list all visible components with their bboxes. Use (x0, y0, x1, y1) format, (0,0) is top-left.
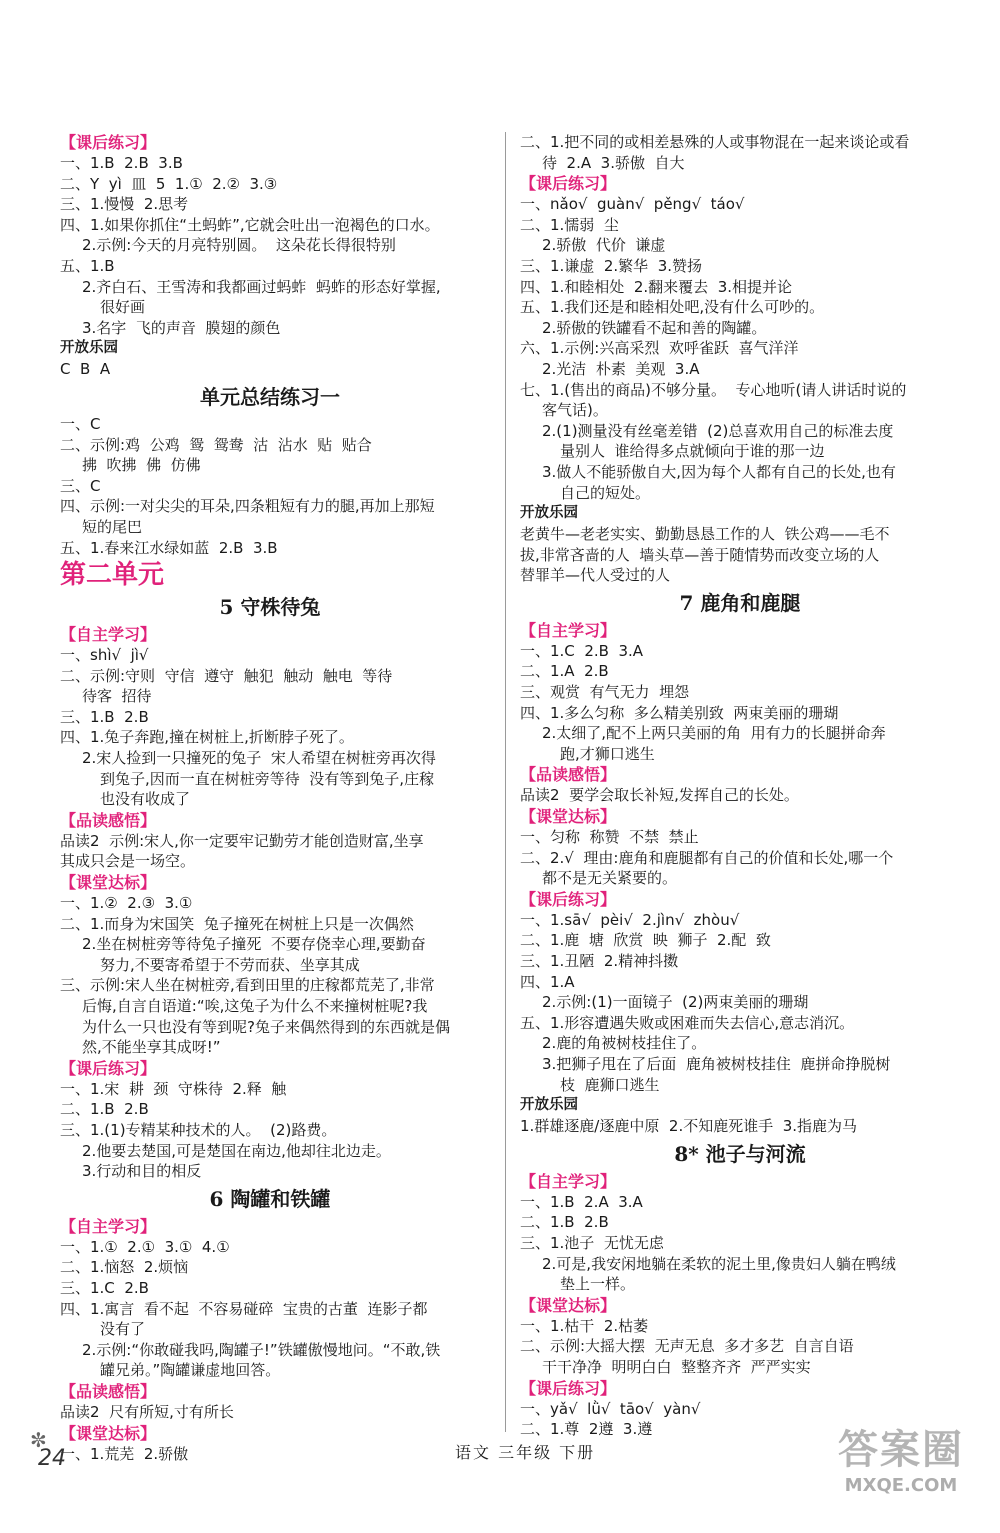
answer-line: 3.行动和目的相反 (82, 1162, 202, 1181)
lesson-title: 7 鹿角和鹿腿 (679, 590, 801, 615)
section-tag: 【课后练习】 (60, 1058, 157, 1078)
answer-line: 二、示例:鸡 公鸡 鸳 鸳鸯 沽 沾水 贴 贴合 (60, 435, 372, 454)
answer-line: 三、1.C 2.B (60, 1278, 149, 1297)
answer-line: 自己的短处。 (560, 483, 651, 502)
section-tag: 【自主学习】 (520, 1171, 617, 1191)
answer-line: 二、示例:大摇大摆 无声无息 多才多艺 自言自语 (520, 1337, 854, 1356)
answer-line: 2.光洁 朴素 美观 3.A (542, 359, 700, 378)
answer-line: 2.示例:(1)一面镜子 (2)两束美丽的珊瑚 (542, 993, 809, 1012)
answer-line: 一、C (60, 414, 101, 433)
answer-line: 五、1.形容遭遇失败或困难而失去信心,意志消沉。 (520, 1013, 855, 1032)
answer-line: 老黄牛—老老实实、勤勤恳恳工作的人 铁公鸡——毛不 (520, 525, 890, 544)
section-tag: 【课后练习】 (60, 133, 157, 152)
lesson-title: 单元总结练习一 (200, 384, 340, 409)
answer-line: 2.骄傲 代价 谦虚 (542, 236, 666, 255)
answer-line: 为什么一只也没有等到呢?兔子来偶然得到的东西就是偶 (82, 1017, 450, 1036)
answer-line: 四、1.兔子奔跑,撞在树桩上,折断脖子死了。 (60, 728, 354, 747)
answer-line: 四、示例:一对尖尖的耳朵,四条粗短有力的腿,再加上那短 (60, 497, 435, 516)
answer-line: 一、1.sā√ pèi√ 2.jìn√ zhòu√ (520, 910, 740, 929)
watermark (826, 1418, 976, 1523)
answer-line: 品读2 要学会取长补短,发挥自己的长处。 (520, 786, 799, 805)
answer-line: 3.名字 飞的声音 膜翅的颜色 (82, 318, 281, 337)
answer-line: 没有了 (100, 1320, 146, 1339)
watermark-url: MXQE.COM (844, 1475, 958, 1496)
answer-line: 四、1.A (520, 972, 575, 991)
answer-line: 替罪羊—代人受过的人 (520, 566, 671, 585)
answer-line: 一、1.B 2.B 3.B (60, 154, 183, 172)
answer-line: 到兔子,因而一直在树桩旁等待 没有等到兔子,庄稼 (100, 769, 435, 788)
answer-line: 一、1.C 2.B 3.A (520, 641, 644, 660)
answer-line: 其成只会是一场空。 (60, 852, 196, 871)
answer-line: 努力,不要寄希望于不劳而获、坐享其成 (100, 955, 360, 974)
section-tag: 【课堂达标】 (520, 1295, 617, 1315)
unit-title: 第二单元 (60, 560, 165, 591)
section-tag: 【品读感悟】 (60, 1381, 157, 1401)
section-tag: 【课堂达标】 (60, 873, 157, 893)
section-tag: 【自主学习】 (60, 625, 157, 645)
section-tag: 【自主学习】 (60, 1216, 157, 1236)
answer-line: 二、Y yì 皿 5 1.① 2.② 3.③ (60, 174, 278, 193)
section-tag: 【品读感悟】 (60, 810, 157, 830)
answer-line: 跑,才狮口逃生 (560, 744, 655, 763)
section-tag: 【品读感悟】 (520, 765, 617, 785)
answer-line: 品读2 示例:宋人,你一定要牢记勤劳才能创造财富,坐享 (60, 831, 424, 850)
swirl-icon: ✼ (30, 1428, 47, 1452)
answer-line: 品读2 尺有所短,寸有所长 (60, 1402, 234, 1421)
section-tag: 【课后练习】 (520, 1378, 617, 1398)
answer-line: 2.宋人捡到一只撞死的兔子 宋人希望在树桩旁再次得 (82, 749, 436, 768)
answer-line: 二、1.B 2.B (520, 1213, 609, 1232)
answer-line: 三、1.B 2.B (60, 707, 149, 726)
watermark-logo: 答案圈 (838, 1427, 964, 1473)
answer-line: 三、1.(1)专精某种技术的人。 (2)路费。 (60, 1120, 337, 1139)
answer-line: 二、1.鹿 塘 欣赏 映 狮子 2.配 致 (520, 931, 771, 950)
section-tag: 【自主学习】 (520, 620, 617, 640)
answer-line: 待 2.A 3.骄傲 自大 (542, 153, 685, 172)
answer-line: 二、1.A 2.B (520, 662, 609, 681)
lesson-title: 8* 池子与河流 (674, 1141, 806, 1166)
answer-line: 2.示例:“你敢碰我吗,陶罐子!”铁罐傲慢地问。“不敢,铁 (82, 1340, 441, 1359)
section-tag: 【课后练习】 (520, 174, 617, 194)
right-column (520, 132, 960, 1440)
answer-line: 2.骄傲的铁罐看不起和善的陶罐。 (542, 318, 767, 337)
answer-line: 后悔,自言自语道:“唉,这兔子为什么不来撞树桩呢?我 (82, 997, 428, 1015)
answer-line: 1.群雄逐鹿/逐鹿中原 2.不知鹿死谁手 3.指鹿为马 (520, 1117, 858, 1136)
answer-line: 一、匀称 称赞 不禁 禁止 (520, 828, 699, 847)
answer-line: 一、1.枯干 2.枯萎 (520, 1316, 649, 1335)
answer-line: 然,不能坐享其成呀!” (82, 1038, 221, 1057)
page-footer (0, 1410, 1000, 1533)
answer-line: 枝 鹿狮口逃生 (560, 1075, 660, 1094)
answer-line: 二、示例:守则 守信 遵守 触犯 触动 触电 等待 (60, 666, 393, 685)
answer-line: 2.坐在树桩旁等待兔子撞死 不要存侥幸心理,要勤奋 (82, 935, 426, 954)
answer-line: 三、1.丑陋 2.精神抖擞 (520, 952, 679, 970)
answer-line: 一、nǎo√ guàn√ pěng√ táo√ (520, 195, 745, 214)
answer-line: 很好画 (100, 298, 146, 317)
answer-line: 2.他要去楚国,可是楚国在南边,他却往北边走。 (82, 1141, 391, 1160)
answer-line: 三、C (60, 476, 101, 495)
answer-line: 五、1.我们还是和睦相处吧,没有什么可吵的。 (520, 298, 825, 317)
answer-line: 都不是无关紧要的。 (542, 869, 678, 888)
answer-line: 2.齐白石、王雪涛和我都画过蚂蚱 蚂蚱的形态好掌握, (82, 277, 441, 296)
answer-line: 客气话)。 (542, 401, 608, 420)
answer-line: 一、1.B 2.A 3.A (520, 1192, 643, 1211)
answer-line: 二、1.B 2.B (60, 1100, 149, 1119)
section-tag: 【课堂达标】 (520, 807, 617, 827)
answer-line: 拔,非常吝啬的人 墙头草—善于随情势而改变立场的人 (520, 545, 880, 564)
answer-line: 一、yǎ√ lǜ√ tāo√ yàn√ (520, 1399, 701, 1418)
answer-line: 三、观赏 有气无力 埋怨 (520, 683, 690, 702)
answer-line: 2.(1)测量没有丝毫差错 (2)总喜欢用自己的标准去度 (542, 421, 894, 440)
section-tag: 【课堂达标】 (60, 1423, 157, 1443)
left-column (60, 132, 480, 1464)
sub-heading: 开放乐园 (60, 340, 118, 357)
answer-line: C B A (60, 360, 111, 379)
answer-line: 七、1.(售出的商品)不够分量。 专心地听(请人讲话时说的 (520, 380, 907, 399)
answer-line: 3.把狮子甩在了后面 鹿角被树枝挂住 鹿拼命挣脱树 (542, 1054, 891, 1073)
answer-line: 四、1.如果你抓住“土蚂蚱”,它就会吐出一泡褐色的口水。 (60, 215, 440, 234)
answer-line: 3.做人不能骄傲自大,因为每个人都有自己的长处,也有 (542, 462, 896, 481)
answer-line: 2.示例:今天的月亮特别圆。 这朵花长得很特别 (82, 236, 396, 255)
answer-line: 一、1.宋 耕 颈 守株待 2.释 触 (60, 1079, 287, 1098)
answer-line: 待客 招待 (82, 687, 152, 706)
answer-line: 五、1.春来江水绿如蓝 2.B 3.B (60, 538, 278, 557)
answer-line: 短的尾巴 (82, 517, 143, 536)
answer-line: 二、1.恼怒 2.烦恼 (60, 1258, 189, 1277)
footer-text: 语文 三年级 下册 (455, 1443, 596, 1462)
answer-line: 拂 吹拂 佛 仿佛 (82, 456, 201, 475)
answer-line: 三、1.慢慢 2.思考 (60, 195, 189, 214)
answer-line: 一、1.② 2.③ 3.① (60, 894, 193, 913)
page-number: 24 (38, 1446, 66, 1471)
answer-line: 四、1.和睦相处 2.翻来覆去 3.相提并论 (520, 277, 793, 296)
answer-line: 三、示例:宋人坐在树桩旁,看到田里的庄稼都荒芜了,非常 (60, 976, 435, 995)
answer-line: 量别人 谁给得多点就倾向于谁的那一边 (560, 442, 825, 461)
lesson-title: 5 守株待兔 (219, 595, 321, 620)
sub-heading: 开放乐园 (520, 1097, 578, 1114)
answer-line: 二、2.√ 理由:鹿角和鹿腿都有自己的价值和长处,哪一个 (520, 848, 894, 867)
answer-line: 二、1.把不同的或相差悬殊的人或事物混在一起来谈论或看 (520, 133, 910, 151)
answer-line: 二、1.尊 2遵 3.遵 (520, 1420, 653, 1439)
section-tag: 【课后练习】 (520, 889, 617, 909)
answer-line: 三、1.谦虚 2.繁华 3.赞扬 (520, 256, 703, 275)
answer-line: 四、1.多么匀称 多么精美别致 两束美丽的珊瑚 (520, 703, 839, 722)
answer-line: 2.可是,我安闲地躺在柔软的泥土里,像贵妇人躺在鸭绒 (542, 1254, 896, 1273)
answer-line: 也没有收成了 (100, 790, 191, 809)
answer-line: 干干净净 明明白白 整整齐齐 严严实实 (542, 1357, 811, 1376)
answer-line: 2.鹿的角被树枝挂住了。 (542, 1034, 707, 1053)
answer-line: 一、1.① 2.① 3.① 4.① (60, 1237, 230, 1256)
answer-line: 一、shì√ jì√ (60, 646, 149, 665)
answer-line: 五、1.B (60, 256, 115, 275)
answer-line: 罐兄弟。”陶罐谦虚地回答。 (100, 1361, 281, 1380)
answer-line: 二、1.而身为宋国笑 兔子撞死在树桩上只是一次偶然 (60, 914, 414, 933)
answer-line: 一、1.荒芜 2.骄傲 (60, 1444, 189, 1463)
answer-line: 六、1.示例:兴高采烈 欢呼雀跃 喜气洋洋 (520, 339, 799, 358)
sub-heading: 开放乐园 (520, 505, 578, 522)
answer-line: 二、1.懦弱 尘 (520, 215, 619, 234)
answer-line: 三、1.池子 无忧无虑 (520, 1233, 664, 1252)
answer-line: 垫上一样。 (560, 1275, 636, 1294)
answer-line: 2.太细了,配不上两只美丽的角 用有力的长腿拼命奔 (542, 724, 886, 743)
answer-line: 四、1.寓言 看不起 不容易碰碎 宝贵的古董 连影子都 (60, 1299, 428, 1318)
lesson-title: 6 陶罐和铁罐 (209, 1186, 331, 1211)
column-divider (505, 132, 506, 1432)
